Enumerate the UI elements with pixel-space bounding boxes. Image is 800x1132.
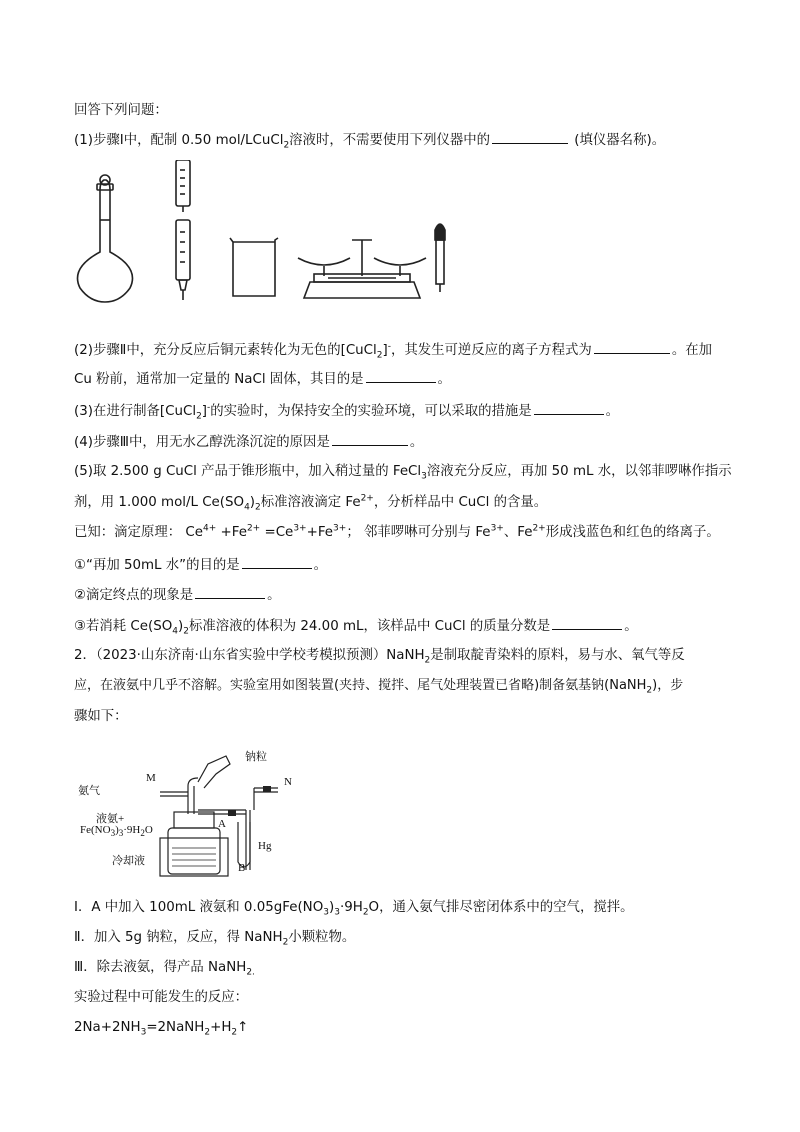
clamp-icon-2 [263, 786, 271, 792]
sub-question-1: ①“再加 50mL 水”的目的是 。 [74, 554, 327, 576]
answer-blank-3[interactable] [534, 400, 604, 415]
answer-blank-5-1[interactable] [242, 554, 312, 569]
sub-question-3: ③若消耗 $Ce(SO_4)_2$标准溶液的体积为 24.00 mL，该样品中 CuCl 的质量分数是 。 [74, 615, 638, 637]
question-2-line-2: Cu 粉前，通常加一定量的 NaCl 固体，其目的是 。 [74, 368, 451, 390]
reaction-1: $2Na+2NH_3=2NaNH_2+H_2↑$ [74, 1020, 249, 1038]
question-5-line-1: (5)取 2.500 g CuCl 产品于锥形瓶中，加入稍过量的 FeCl$_3$溶液充分反应，再加 50 mL 水，以邻菲啰啉作指示 [74, 464, 732, 482]
instrument-figure [70, 160, 470, 305]
label-liquid-ammonia: 液氨+ [96, 813, 125, 825]
label-hg: Hg [258, 840, 272, 852]
q2-line-2: 应，在液氨中几乎不溶解。实验室用如图装置(夹持、搅拌、尾气处理装置已省略)制备氨基钠(NaNH$_2$)，步 [74, 678, 684, 696]
question-3: (3)在进行制备[CuCl$_2$]-的实验时，为保持安全的实验环境，可以采取的措施是 。 [74, 400, 619, 422]
label-ammonia: 氨气 [78, 785, 100, 797]
label-n: N [284, 776, 292, 788]
answer-blank-2a[interactable] [594, 339, 670, 354]
label-coolant: 冷却液 [112, 855, 145, 867]
label-a: A [218, 818, 226, 830]
clamp-icon [228, 810, 236, 816]
label-fe-nitrate: $Fe(NO_3)_3\cdot 9H_2O$ [80, 824, 153, 839]
label-sodium: 钠粒 [245, 751, 267, 763]
known-principle: 已知：滴定原理： $Ce^{4+} +Fe^{2+} =Ce^{3+}+Fe^{3+}$； 邻菲啰啉可分别与 $Fe^{3+}$、$Fe^{2+}$形成浅蓝色和红色的络离子。 [74, 523, 720, 540]
q2-line-3: 骤如下： [74, 709, 128, 724]
question-1: (1)步骤Ⅰ中，配制 0.50 mol/LCuCl$_2$溶液时，不需要使用下列仪器中的 (填仪器名称)。 [74, 129, 665, 151]
tube-b-icon [238, 822, 250, 867]
sodium-holder-icon [198, 756, 230, 788]
sub-question-2: ②滴定终点的现象是 。 [74, 584, 281, 606]
step-1: Ⅰ．A 中加入 100mL 液氨和 $0.05gFe(NO_3)_3\cdot 9H_2O$，通入氨气排尽密闭体系中的空气，搅拌。 [74, 900, 634, 918]
question-2-line-1: (2)步骤Ⅱ中，充分反应后铜元素转化为无色的[CuCl$_2$]-，其发生可逆反应的离子方程式为 。在加 [74, 339, 712, 361]
step-2: Ⅱ．加入 5g 钠粒，反应，得 NaNH$_2$小颗粒物。 [74, 930, 356, 948]
base-burette-icon [176, 220, 190, 300]
step-3: Ⅲ．除去液氨，得产品 NaNH$_{2.}$ [74, 960, 255, 978]
reactions-title: 实验过程中可能发生的反应： [74, 990, 249, 1005]
acid-burette-icon [176, 160, 190, 212]
question-5-line-2: 剂，用 1.000 mol/L $Ce(SO_4)_2$标准溶液滴定 $Fe^{2+}$，分析样品中 CuCl 的含量。 [74, 493, 548, 513]
intro-text: 回答下列问题： [74, 103, 168, 118]
answer-blank-4[interactable] [332, 431, 408, 446]
balance-icon [298, 240, 426, 298]
label-m: M [146, 772, 156, 784]
question-4: (4)步骤Ⅲ中，用无水乙醇洗涤沉淀的原因是 。 [74, 431, 423, 453]
answer-blank-2b[interactable] [366, 368, 436, 383]
answer-blank-1[interactable] [492, 129, 568, 144]
apparatus-figure [78, 742, 308, 877]
label-b: B [238, 862, 246, 874]
answer-blank-5-2[interactable] [195, 584, 265, 599]
answer-blank-5-3[interactable] [552, 615, 622, 630]
dropper-icon [435, 224, 445, 292]
beaker-icon [230, 238, 278, 296]
q2-line-1: 2．（2023·山东济南·山东省实验中学校考模拟预测）NaNH$_2$是制取靛青染料的原料，易与水、氧气等反 [74, 648, 685, 666]
volumetric-flask-icon [78, 175, 133, 302]
